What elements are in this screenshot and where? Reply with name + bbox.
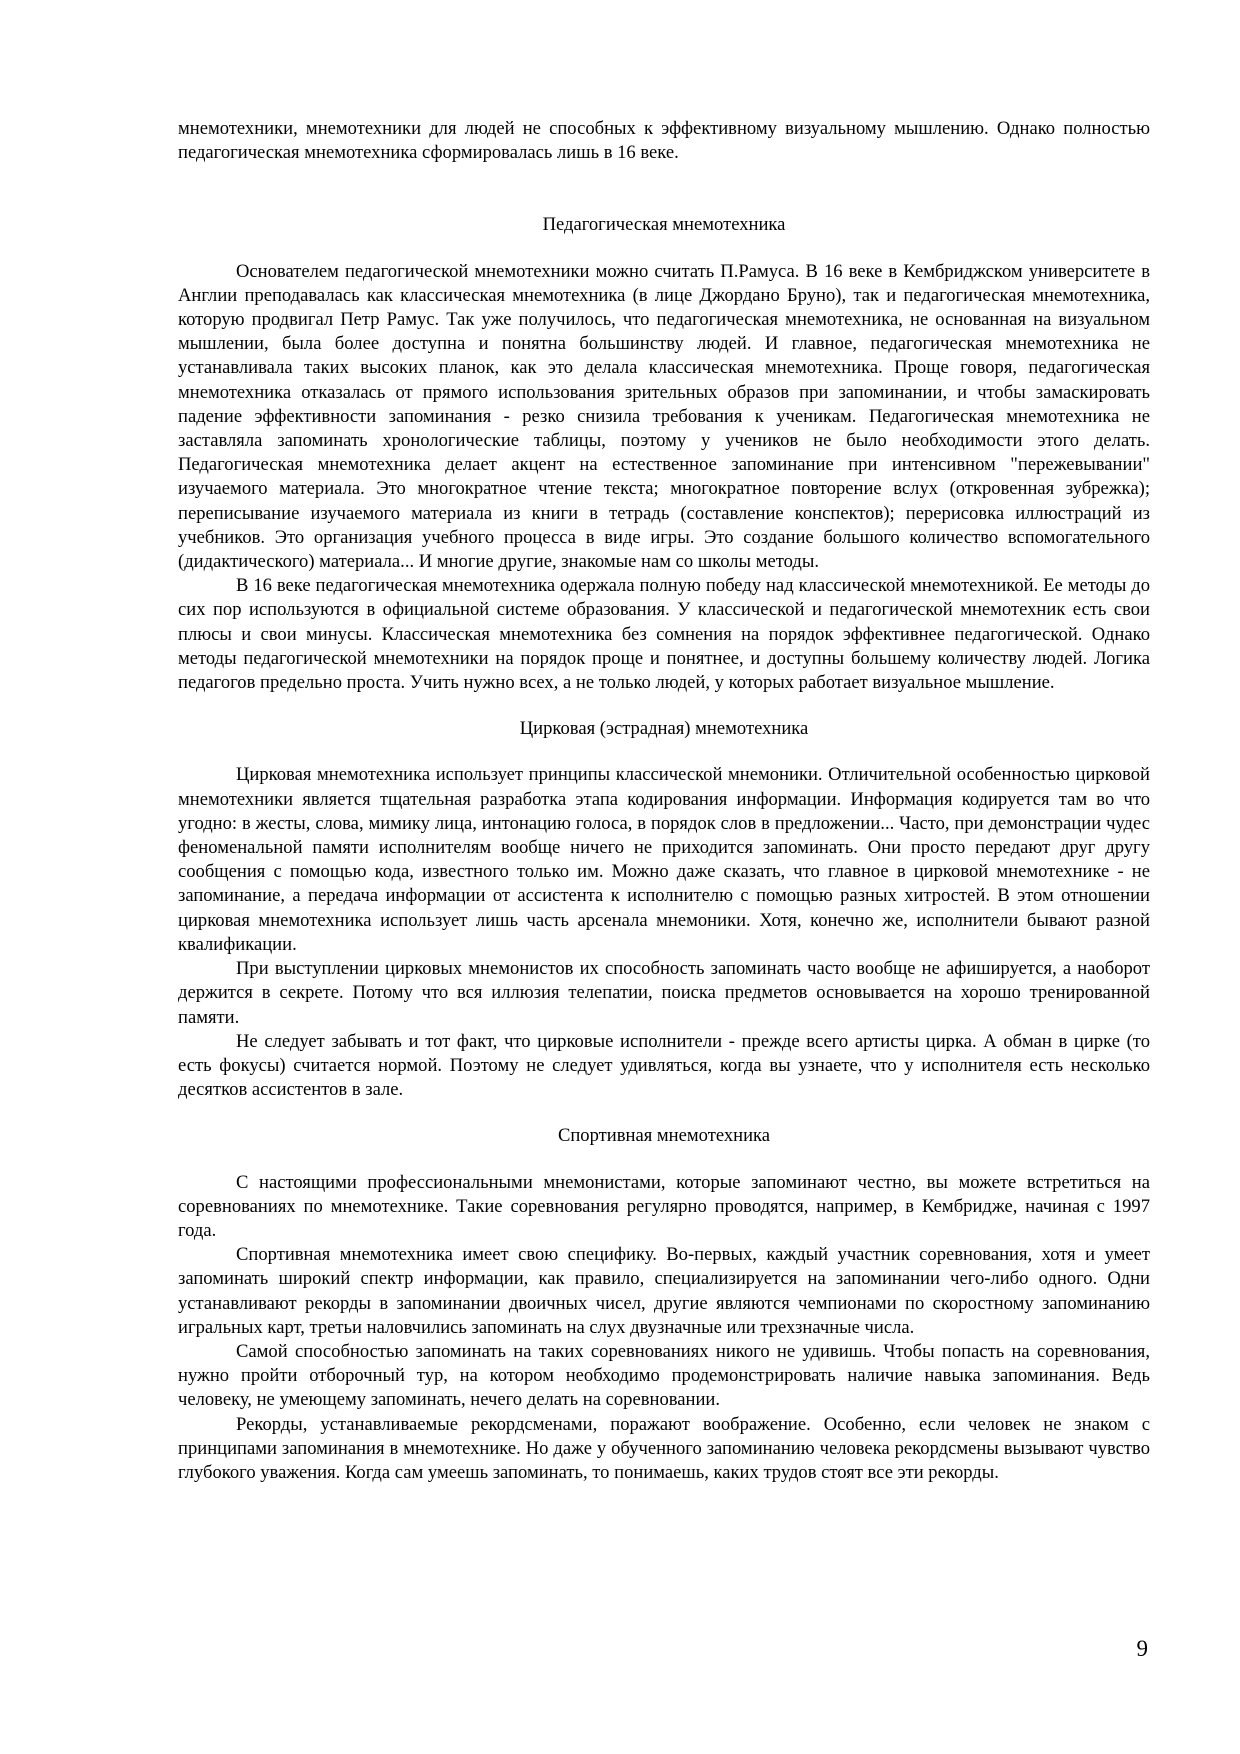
paragraph: При выступлении цирковых мнемонистов их способность запоминать часто вообще не афишируется, а наоборот держится в секрете. Потому что вся иллюзия телепатии, поиска предметов основывается на хорошо тренированной памяти. <box>178 958 1150 1028</box>
intro-paragraph: мнемотехники, мнемотехники для людей не способных к эффективному визуальному мышлению. Однако полностью педагогическая мнемотехника сформировалась лишь в 16 веке. <box>178 118 1150 164</box>
paragraph: В 16 веке педагогическая мнемотехника одержала полную победу над классической мнемотехникой. Ее методы до сих пор используются в официальной системе образования. У классической и педагогической мнемотехник есть свои плюсы и свои минусы. Классическая мнемотехника без сомнения на порядок эффективнее педагогической. Однако методы педагогической мнемотехники на порядок проще и понятнее, и доступны большему количеству людей. Логика педагогов предельно проста. Учить нужно всех, а не только людей, у которых работает визуальное мышление. <box>178 575 1150 694</box>
paragraph: Рекорды, устанавливаемые рекордсменами, поражают воображение. Особенно, если человек не знаком с принципами запоминания в мнемотехнике. Но даже у обученного запоминанию человека рекордсмены вызывают чувство глубокого уважения. Когда сам умеешь запоминать, то понимаешь, каких трудов стоят все эти рекорды. <box>178 1413 1150 1483</box>
paragraph: Спортивная мнемотехника имеет свою специфику. Во-первых, каждый участник соревнования, хотя и умеет запоминать широкий спектр информации, как правило, специализируется на запоминании чего-либо одного. Одни устанавливают рекорды в запоминании двоичных чисел, другие являются чемпионами по скоростному запоминанию игральных карт, третьи наловчились запоминать на слух двузначные или трехзначные числа. <box>178 1244 1150 1338</box>
paragraph: Не следует забывать и тот факт, что цирковые исполнители - прежде всего артисты цирка. А обман в цирке (то есть фокусы) считается нормой. Поэтому не следует удивляться, когда вы узнаете, что у исполнителя есть несколько десятков ассистентов в зале. <box>178 1030 1150 1101</box>
document-page <box>178 117 1150 1485</box>
paragraph: Основателем педагогической мнемотехники можно считать П.Рамуса. В 16 веке в Кембриджском университете в Англии преподавалась как классическая мнемотехника (в лице Джордано Бруно), так и педагогическая мнемотехника, которую продвигал Петр Рамус. Так уже получилось, что педагогическая мнемотехника, не основанная на визуальном мышлении, была более доступна и понятна большинству людей. И главное, педагогическая мнемотехника не устанавливала таких высоких планок, как это делала классическая мнемотехника. Проще говоря, педагогическая мнемотехника отказалась от прямого использования зрительных образов при запоминании, и чтобы замаскировать падение эффективности запоминания - резко снизила требования к ученикам. Педагогическая мнемотехника не заставляла запоминать хронологические таблицы, поэтому у учеников не было необходимости этого делать. Педагогическая мнемотехника делает акцент на естественное запоминание при интенсивном "пережевывании" изучаемого материала. Это многократное чтение текста; многократное повторение вслух (откровенная зубрежка); переписывание изучаемого материала из книги в тетрадь (составление конспектов); перерисовка иллюстраций из учебников. Это организация учебного процесса в виде игры. Это создание большого количество вспомогательного (дидактического) материала... И многие другие, знакомые нам со школы методы. <box>178 260 1150 573</box>
paragraph: Самой способностью запоминать на таких соревнованиях никого не удивишь. Чтобы попасть на соревнования, нужно пройти отборочный тур, на котором необходимо продемонстрировать наличие навыка запоминания. Ведь человеку, не умеющему запоминать, нечего делать на соревновании. <box>178 1340 1150 1411</box>
section-heading-circus: Цирковая (эстрадная) мнемотехника <box>519 718 809 740</box>
section-heading-pedagogical: Педагогическая мнемотехника <box>542 214 786 236</box>
section-heading-sport: Спортивная мнемотехника <box>557 1125 771 1147</box>
paragraph: Цирковая мнемотехника использует принципы классической мнемоники. Отличительной особенностью цирковой мнемотехники является тщательная разработка этапа кодирования информации. Информация кодируется там во что угодно: в жесты, слова, мимику лица, интонацию голоса, в порядок слов в предложении... Часто, при демонстрации чудес феноменальной памяти исполнителям вообще ничего не приходится запоминать. Они просто передают друг другу сообщения с помощью кода, известного только им. Можно даже сказать, что главное в цирковой мнемотехнике - не запоминание, а передача информации от ассистента к исполнителю с помощью разных хитростей. В этом отношении цирковая мнемотехника использует лишь часть арсенала мнемоники. Хотя, конечно же, исполнители бывают разной квалификации. <box>178 764 1150 955</box>
paragraph: С настоящими профессиональными мнемонистами, которые запоминают честно, вы можете встретиться на соревнованиях по мнемотехнике. Такие соревнования регулярно проводятся, например, в Кембридже, начиная с 1997 года. <box>178 1171 1150 1241</box>
page-number: 9 <box>1136 1636 1148 1661</box>
